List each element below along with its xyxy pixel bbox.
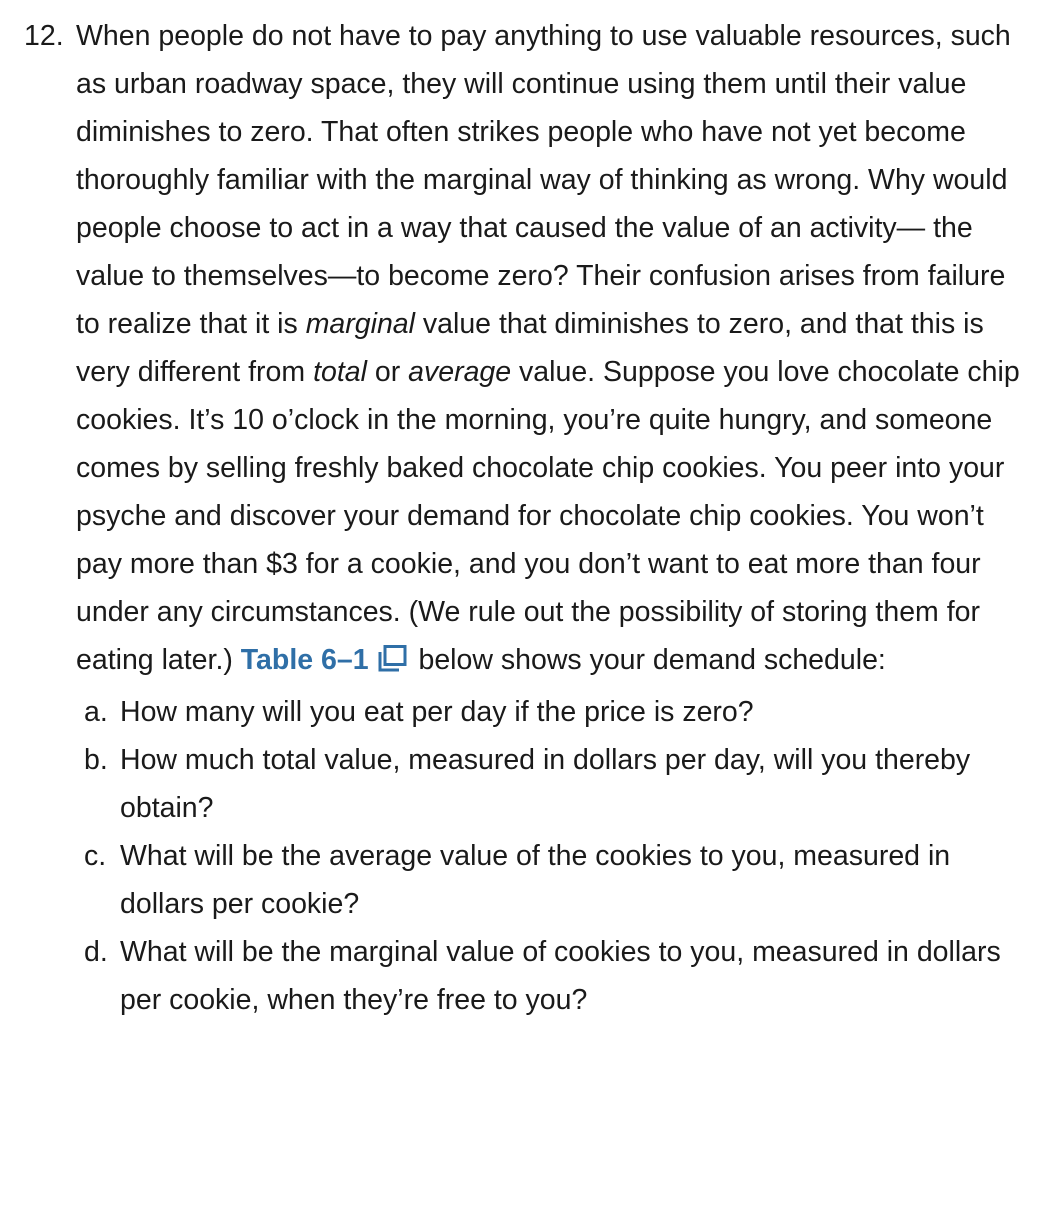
emphasis-marginal: marginal: [305, 308, 415, 340]
sub-question-letter: a.: [84, 696, 108, 728]
problem-text-part-5: below shows your demand schedule:: [410, 644, 886, 676]
problem-row: [24, 12, 1024, 688]
sub-question-text: What will be the marginal value of cookies to you, measured in dollars per cookie, when they’re free to you?: [120, 936, 1001, 1016]
sub-question-text: What will be the average value of the cookies to you, measured in dollars per cookie?: [120, 840, 951, 920]
sub-question-text: How much total value, measured in dollars per day, will you thereby obtain?: [120, 744, 971, 824]
sub-question-a: [84, 688, 1024, 736]
sub-question-list: [24, 688, 1024, 1024]
sub-question-letter: d.: [84, 936, 108, 968]
problem-number: 12.: [24, 20, 64, 52]
sub-question-d: [84, 928, 1024, 1024]
problem-text-part-4: value. Suppose you love chocolate chip cookies. It’s 10 o’clock in the morning, you’re quite hungry, and someone comes by selling freshly baked chocolate chip cookies. You peer into your psyche and discover your demand for chocolate chip cookies. You won’t pay more than $3 for a cookie, and you don’t want to eat more than four under any circumstances. (We rule out the possibility of storing them for eating later.): [76, 356, 1020, 676]
sub-question-b: [84, 736, 1024, 832]
problem-text-part-3: or: [366, 356, 409, 388]
problem-body: [76, 12, 1024, 688]
open-in-window-icon[interactable]: [377, 640, 407, 688]
sub-question-letter: b.: [84, 744, 108, 776]
problem-12: [24, 12, 1024, 1024]
emphasis-average: average: [408, 356, 512, 388]
problem-text-part-1: When people do not have to pay anything to use valuable resources, such as urban roadway space, they will continue using them until their value diminishes to zero. That often strikes people who have not yet become thoroughly familiar with the marginal way of thinking as wrong. Why would people choose to act in a way that caused the value of an activity— the value to themselves—to become zero? Their confusion arises from failure to realize that it is: [76, 20, 1011, 340]
problem-text-part-2: value that diminishes to zero, and that this is very different from: [76, 308, 984, 388]
sub-question-letter: c.: [84, 840, 107, 872]
table-6-1-link[interactable]: Table 6–1: [240, 644, 369, 676]
sub-question-text: How many will you eat per day if the price is zero?: [120, 696, 754, 728]
emphasis-total: total: [313, 356, 367, 388]
sub-question-c: [84, 832, 1024, 928]
